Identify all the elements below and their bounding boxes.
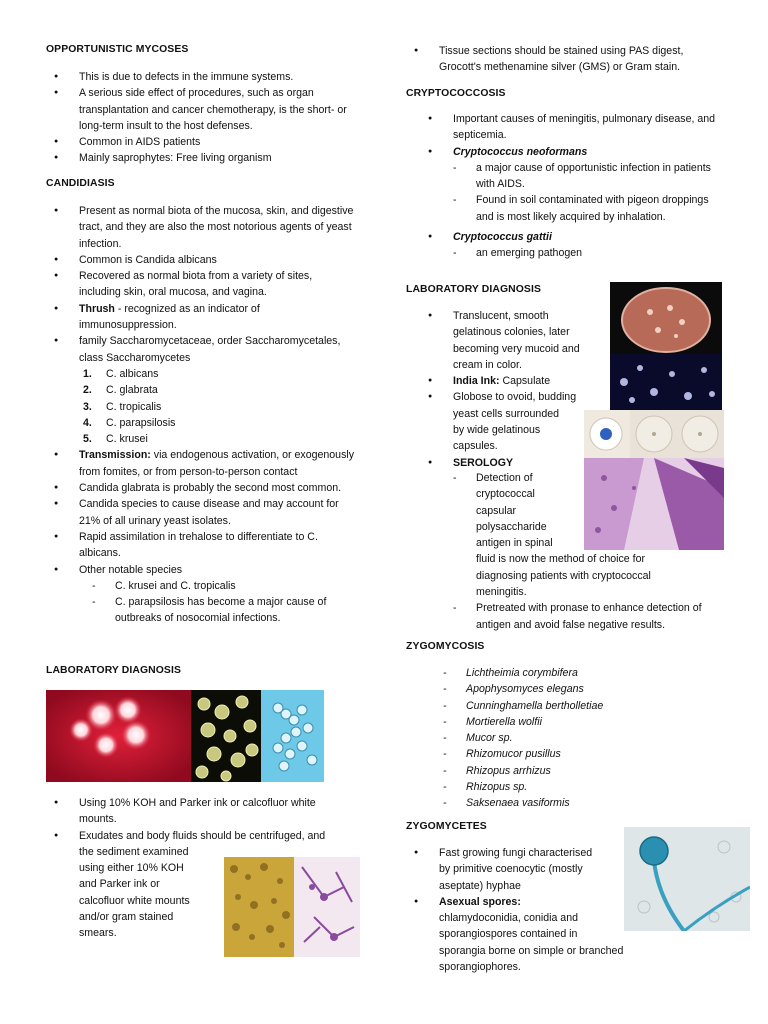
line: smears.	[79, 927, 117, 940]
species-item	[46, 431, 356, 447]
list-item: ● Cryptococcus neoformans	[420, 144, 720, 160]
genus-item: - Cunninghamella bertholletiae	[466, 698, 726, 714]
zygomycosis-list	[466, 665, 726, 812]
line: by wide gelatinous	[453, 424, 541, 437]
line: using either 10% KOH	[79, 862, 184, 875]
genus-item: - Mucor sp.	[466, 730, 726, 746]
serology-sub-list	[453, 470, 743, 633]
line: becoming very mucoid and	[453, 342, 580, 355]
line: by primitive coenocytic (mostly	[439, 863, 583, 876]
line: calcofluor white mounts	[79, 894, 190, 907]
list-item: ● Present as normal biota of the mucosa, skin, and digestive tract, and they are also the most notorious agents of yeast infection.	[46, 203, 356, 252]
number: 5.	[83, 433, 92, 446]
line: capsules.	[453, 440, 498, 453]
line: sporangiospores contained in	[439, 928, 578, 941]
list-item	[420, 373, 630, 389]
species-name: C. albicans	[106, 367, 159, 380]
list-item: ● Mainly saprophytes: Free living organism	[46, 150, 366, 166]
candida-culture-picture	[46, 690, 324, 782]
line: yeast cells surrounded	[453, 407, 559, 420]
list-item: ● This is due to defects in the immune systems.	[46, 69, 366, 85]
list-item: ● SEROLOGY	[420, 455, 630, 471]
list-item: ● Exudates and body fluids should be centrifuged, and	[46, 828, 356, 844]
line: chlamydoconidia, conidia and	[439, 912, 578, 925]
transmission-desc: via endogenous activation, or exogenously from fomites, or from person-to-person contact	[79, 449, 355, 478]
sub-item: - Pretreated with pronase to enhance detection of antigen and avoid false negative results.	[476, 600, 726, 633]
genus-item: - Lichtheimia corymbifera	[466, 665, 726, 681]
candida-culture-images	[46, 690, 324, 782]
sub-list	[453, 470, 743, 633]
list-item: ● Cryptococcus gattii	[420, 229, 720, 245]
line: gelatinous colonies, later	[453, 326, 570, 339]
list-item: ● family Saccharomycetaceae, order Saccharomycetales, class Saccharomycetes	[46, 333, 356, 366]
species-item	[46, 399, 356, 415]
species-name: C. krusei	[106, 433, 148, 446]
line: aseptate) hyphae	[439, 879, 521, 892]
line: fluid is now the method of choice for	[476, 553, 646, 566]
india-ink-term: India Ink:	[453, 375, 500, 388]
asexual-spores-term: ● Asexual spores:	[439, 895, 521, 908]
capsule-picture	[584, 410, 724, 458]
line: ● Translucent, smooth	[453, 310, 549, 322]
list-item: ● Other notable species	[46, 562, 356, 578]
list-item: ● Using 10% KOH and Parker ink or calcofluor white mounts.	[46, 795, 356, 828]
zygomycetes-list	[406, 845, 646, 975]
line: and Parker ink or	[79, 878, 160, 891]
line: diagnosing patients with cryptococcal	[476, 569, 651, 582]
sub-list	[46, 578, 356, 627]
heading-zygomycetes: ZYGOMYCETES	[406, 821, 487, 832]
sub-item: - Found in soil contaminated with pigeon droppings and is most likely acquired by inhalation.	[476, 192, 720, 225]
sub-item: - C. parapsilosis has become a major cause of outbreaks of nosocomial infections.	[115, 594, 356, 627]
stain-images	[224, 857, 360, 957]
heading-cryptococcosis: CRYPTOCOCCOSIS	[406, 88, 506, 99]
line: sporangiophores.	[439, 961, 521, 974]
list-item: ● Candida species to cause disease and may account for 21% of all urinary yeast isolates.	[46, 496, 356, 529]
list-item: ● Recovered as normal biota from a variety of sites, including skin, oral mucosa, and vagina.	[46, 268, 356, 301]
line: antigen in spinal	[476, 537, 553, 550]
list-item	[406, 845, 646, 894]
line: and/or gram stained	[79, 911, 174, 924]
capsule-images	[584, 410, 724, 458]
india-ink-desc: Capsulate	[499, 375, 551, 388]
list-item	[406, 894, 646, 975]
sub-item: - an emerging pathogen	[476, 245, 720, 261]
genus-item: - Saksenaea vasiformis	[466, 795, 726, 811]
list-item	[46, 447, 356, 480]
species-item	[46, 382, 356, 398]
heading-candidiasis: CANDIDIASIS	[46, 178, 115, 189]
species-name: C. tropicalis	[106, 400, 162, 413]
genus-item: - Rhizopus arrhizus	[466, 763, 726, 779]
line: sporangia borne on simple or branched	[439, 944, 624, 957]
stain-picture	[224, 857, 360, 957]
heading-laboratory-diagnosis-2: LABORATORY DIAGNOSIS	[406, 284, 541, 295]
line: the sediment examined	[79, 845, 189, 858]
genus-item: - Rhizopus sp.	[466, 779, 726, 795]
line: cream in color.	[453, 358, 522, 371]
species-item	[46, 366, 356, 382]
line: cryptococcal	[476, 488, 535, 501]
list-item: ● Common in AIDS patients	[46, 134, 366, 150]
list-item: ● Candida glabrata is probably the second most common.	[46, 480, 356, 496]
list-item: ● Rapid assimilation in trehalose to differentiate to C. albicans.	[46, 529, 356, 562]
genus-item: - Rhizomucor pusillus	[466, 746, 726, 762]
line: meningitis.	[476, 586, 527, 599]
cryptococcosis-list	[420, 111, 720, 262]
number: 4.	[83, 416, 92, 429]
sub-item: - C. krusei and C. tropicalis	[115, 578, 356, 594]
number: 2.	[83, 384, 92, 397]
species-name: C. glabrata	[106, 384, 158, 397]
sub-item: - a major cause of opportunistic infection in patients with AIDS.	[476, 160, 720, 193]
genus-item: - Apophysomyces elegans	[466, 681, 726, 697]
number: 1.	[83, 367, 92, 380]
line: - Detection of	[476, 472, 533, 484]
heading-opportunistic-mycoses: OPPORTUNISTIC MYCOSES	[46, 44, 189, 55]
line: ● Fast growing fungi characterised	[439, 847, 593, 859]
thrush-desc: - recognized as an indicator of immunosuppression.	[79, 302, 260, 332]
list-item	[420, 308, 630, 373]
sub-list	[420, 160, 720, 225]
heading-laboratory-diagnosis: LABORATORY DIAGNOSIS	[46, 665, 181, 676]
list-item	[46, 301, 356, 334]
heading-zygomycosis: ZYGOMYCOSIS	[406, 641, 485, 652]
line: capsular	[476, 504, 517, 517]
opportunistic-list	[46, 69, 366, 167]
genus-item: - Mortierella wolfii	[466, 714, 726, 730]
thrush-term: Thrush	[79, 302, 115, 315]
tissue-stain-list	[406, 43, 706, 76]
transmission-term: Transmission:	[79, 449, 151, 462]
list-item: ● Common is Candida albicans	[46, 252, 356, 268]
list-item: ● Important causes of meningitis, pulmonary disease, and septicemia.	[420, 111, 720, 144]
line: polysaccharide	[476, 520, 547, 533]
candidiasis-list	[46, 203, 356, 627]
sub-item	[476, 470, 743, 600]
sub-list	[420, 245, 720, 261]
species-name: C. parapsilosis	[106, 416, 176, 429]
species-item	[46, 415, 356, 431]
line: ● Globose to ovoid, budding	[453, 391, 577, 404]
list-item: ● Tissue sections should be stained using PAS digest, Grocott's methenamine silver (GMS) or Gram stain.	[406, 43, 706, 76]
number: 3.	[83, 400, 92, 413]
list-item: ● A serious side effect of procedures, such as organ transplantation and cancer chemotherapy, is the short- or long-term insult to the host defenses.	[46, 85, 366, 134]
